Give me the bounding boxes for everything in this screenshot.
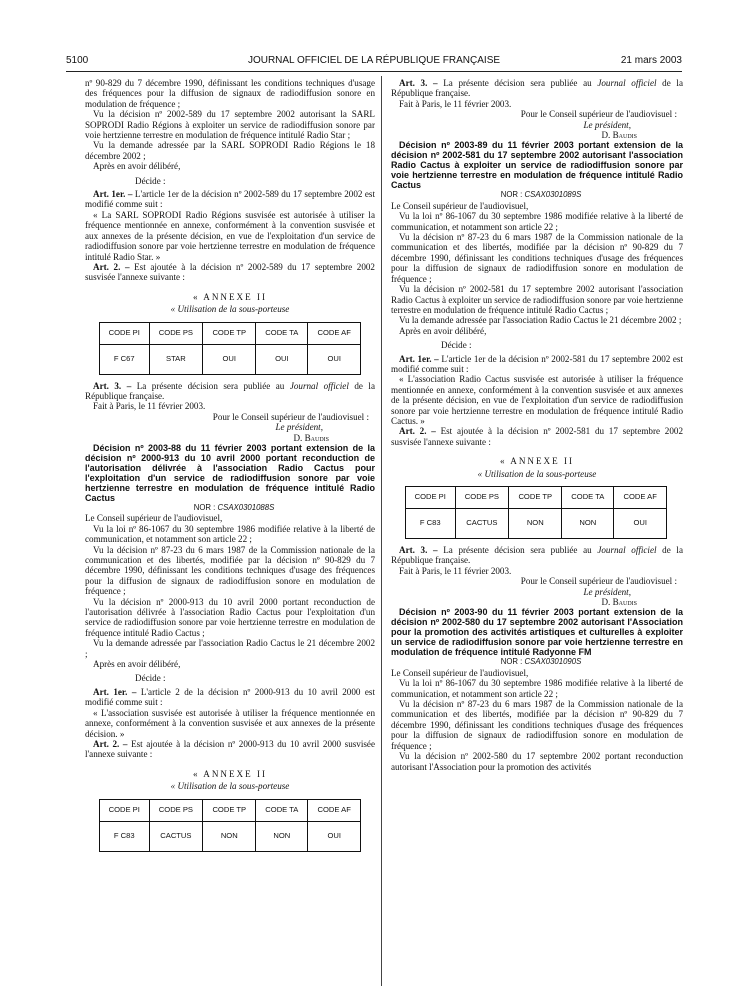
article-3 bbox=[391, 78, 683, 99]
article-1-quote: « La SARL SOPRODI Radio Régions susvisée est autorisée à utiliser la fréquence mentionnée en annexe, conformément à la convention susvisée et aux annexes de la présente décision, en vue de l'exploitation d'un service de radiodiffusion sonore par voie hertzienne terrestre en modulation de fréquence intitulé Radio Star. » bbox=[85, 209, 375, 262]
table-header: CODE PS bbox=[149, 322, 203, 344]
paragraph: Vu la loi nº 86-1067 du 30 septembre 1986 modifiée relative à la liberté de communication, et notamment son article 22 ; bbox=[391, 678, 683, 699]
nor-label: NOR : bbox=[500, 657, 525, 667]
signature-place-date: Fait à Paris, le 11 février 2003. bbox=[399, 565, 512, 576]
article-text: Est ajoutée à la décision nº 2002-581 du 17 septembre 2002 susvisée l'annexe suivante : bbox=[391, 426, 683, 447]
article-text: Est ajoutée à la décision nº 2002-589 du 17 septembre 2002 susvisée l'annexe suivante : bbox=[85, 261, 375, 283]
article-1 bbox=[391, 354, 683, 375]
paragraph: Vu la loi nº 86-1067 du 30 septembre 1986 modifiée relative à la liberté de communication, et notamment son article 22 ; bbox=[85, 523, 375, 545]
nor-code: CSAX0301089S bbox=[524, 190, 582, 200]
table-cell: OUI bbox=[308, 344, 361, 374]
paragraph: Vu la décision nº 2002-580 du 17 septembre 2002 portant reconduction autorisant l'Association pour la promotion des activités bbox=[391, 751, 683, 772]
paragraph: Après en avoir délibéré, bbox=[399, 325, 487, 336]
paragraph: Vu la demande adressée par l'association Radio Cactus le 21 décembre 2002 ; bbox=[399, 315, 682, 326]
article-text: La présente décision sera publiée au bbox=[437, 78, 598, 88]
article-text: L'article 2 de la décision nº 2000-913 du 10 avril 2000 est modifié comme suit : bbox=[85, 686, 375, 708]
table-cell: CACTUS bbox=[455, 509, 509, 539]
nor-code: CSAX0301088S bbox=[217, 502, 275, 512]
article-heading: Art. 3. – bbox=[93, 380, 132, 391]
journal-title: JOURNAL OFFICIEL DE LA RÉPUBLIQUE FRANÇAISE bbox=[247, 55, 501, 66]
decide-label: Décide : bbox=[441, 340, 472, 351]
article-heading: Art. 1er. – bbox=[93, 189, 133, 200]
annexe-title: « ANNEXE II bbox=[192, 768, 268, 779]
article-text: de la République française. bbox=[391, 78, 683, 99]
table-cell: OUI bbox=[203, 344, 256, 374]
table-row bbox=[406, 509, 667, 539]
table-cell: NON bbox=[203, 821, 256, 851]
header-rule bbox=[66, 71, 682, 72]
issue-date: 21 mars 2003 bbox=[620, 55, 682, 66]
table-row bbox=[100, 344, 361, 374]
nor-reference bbox=[391, 190, 683, 200]
paragraph: Après en avoir délibéré, bbox=[93, 659, 181, 670]
paragraph: Vu la décision nº 87-23 du 6 mars 1987 de la Commission nationale de la communication et des libertés, modifiée par la décision nº 90-829 du 7 décembre 1990, définissant les conditions techniques d'usage des fréquences pour la diffusion de signaux de radiodiffusion sonore en modulation de fréquence ; bbox=[391, 232, 683, 284]
paragraph: Vu la décision nº 2002-589 du 17 septembre 2002 autorisant la SARL SOPRODI Radio Régions à exploiter un service de radiodiffusion sonore par voie hertzienne terrestre en modulation de fréquence intitulé Radio Star ; bbox=[85, 109, 375, 141]
article-2 bbox=[85, 739, 375, 760]
paragraph: Vu la demande adressée par la SARL SOPRODI Radio Régions le 18 décembre 2002 ; bbox=[85, 140, 375, 161]
annexe-subtitle: « Utilisation de la sous-porteuse bbox=[170, 304, 290, 315]
page-header bbox=[66, 55, 682, 71]
column-divider bbox=[381, 76, 382, 986]
decide-label: Décide : bbox=[135, 673, 166, 684]
article-heading: Art. 2. – bbox=[399, 426, 436, 437]
article-3 bbox=[85, 381, 375, 402]
article-text: Est ajoutée à la décision nº 2000-913 du 10 avril 2000 susvisée l'annexe suivante : bbox=[85, 738, 375, 760]
annexe-title: « ANNEXE II bbox=[499, 456, 575, 467]
left-column bbox=[85, 78, 375, 858]
nor-label: NOR : bbox=[500, 190, 525, 200]
paragraph: Vu la décision nº 2000-913 du 10 avril 2000 portant reconduction de l'autorisation délivrée à l'association Radio Cactus pour l'exploitation d'un service de radiodiffusion sonore par voie hertzienne terrestre en modulation de fréquence intitulé Radio Cactus ; bbox=[85, 596, 375, 638]
paragraph: Vu la demande adressée par l'association Radio Cactus le 21 décembre 2002 ; bbox=[85, 638, 375, 659]
article-text: de la République française. bbox=[85, 380, 375, 401]
table-header: CODE TP bbox=[203, 322, 256, 344]
table-cell: F C67 bbox=[100, 344, 150, 374]
table-cell: NON bbox=[509, 509, 562, 539]
table-header: CODE AF bbox=[308, 799, 361, 821]
signature-role: Pour le Conseil supérieur de l'audiovisuel : bbox=[520, 109, 677, 120]
signature-title: Le président, bbox=[275, 422, 323, 433]
table-cell: OUI bbox=[308, 821, 361, 851]
article-1 bbox=[85, 687, 375, 708]
table-cell: F C83 bbox=[406, 509, 456, 539]
signature-role: Pour le Conseil supérieur de l'audiovisuel : bbox=[520, 576, 677, 587]
table-cell: NON bbox=[562, 509, 614, 539]
table-header: CODE TP bbox=[203, 799, 256, 821]
nor-code: CSAX0301090S bbox=[524, 657, 582, 667]
journal-name: Journal officiel bbox=[597, 78, 657, 88]
signature-name: D. Baudis bbox=[601, 130, 637, 141]
signature-place-date: Fait à Paris, le 11 février 2003. bbox=[399, 98, 512, 109]
nor-reference bbox=[391, 657, 683, 667]
article-heading: Art. 3. – bbox=[399, 545, 438, 555]
paragraph: Le Conseil supérieur de l'audiovisuel, bbox=[391, 200, 529, 211]
right-column bbox=[391, 78, 683, 772]
table-cell: OUI bbox=[256, 344, 308, 374]
table-header: CODE AF bbox=[308, 322, 361, 344]
decision-title: Décision nº 2003-90 du 11 février 2003 portant extension de la décision nº 2002-580 du 17 septembre 2002 autorisant l'Association pour la promotion des activités artistiques et culturelles à exploiter un service de radiodiffusion sonore par voie hertzienne terrestre en modulation de fréquence intitulé Radyonne FM bbox=[391, 607, 683, 658]
paragraph: Vu la décision nº 2002-581 du 17 septembre 2002 autorisant l'association Radio Cactus à exploiter un service de radiodiffusion sonore par voie hertzienne terrestre en modulation de fréquence intitulé Radio Cactus ; bbox=[391, 284, 683, 315]
annexe-subtitle: « Utilisation de la sous-porteuse bbox=[477, 468, 597, 479]
table-cell: CACTUS bbox=[149, 821, 203, 851]
table-cell: F C83 bbox=[100, 821, 150, 851]
table-row bbox=[100, 821, 361, 851]
table-header: CODE PI bbox=[100, 322, 150, 344]
table-header: CODE PI bbox=[406, 487, 456, 509]
signature-block bbox=[391, 576, 683, 607]
article-heading: Art. 1er. – bbox=[93, 686, 137, 697]
article-3 bbox=[391, 545, 683, 566]
table-cell: NON bbox=[256, 821, 308, 851]
paragraph: Le Conseil supérieur de l'audiovisuel, bbox=[391, 667, 529, 678]
decide-label: Décide : bbox=[135, 175, 166, 186]
article-text: La présente décision sera publiée au bbox=[131, 380, 290, 391]
table-header: CODE PS bbox=[149, 799, 203, 821]
decision-title: Décision nº 2003-89 du 11 février 2003 portant extension de la décision nº 2002-581 du 17 septembre 2002 autorisant l'association Radio Cactus à exploiter un service de radiodiffusion sonore par voie hertzienne terrestre en modulation de fréquence intitulé Radio Cactus bbox=[391, 140, 683, 191]
annexe-subtitle: « Utilisation de la sous-porteuse bbox=[170, 781, 290, 792]
subcarrier-table bbox=[99, 799, 361, 852]
paragraph: Vu la loi nº 86-1067 du 30 septembre 1986 modifiée relative à la liberté de communication, et notamment son article 22 ; bbox=[391, 211, 683, 232]
article-1-quote: « L'association susvisée est autorisée à utiliser la fréquence mentionnée en annexe, conformément à la convention susvisée et aux annexes de la présente décision. » bbox=[85, 707, 375, 739]
paragraph: Après en avoir délibéré, bbox=[93, 161, 181, 172]
signature-role: Pour le Conseil supérieur de l'audiovisuel : bbox=[212, 411, 369, 422]
subcarrier-table bbox=[405, 486, 667, 539]
table-header: CODE PS bbox=[455, 487, 509, 509]
signature-name: D. Baudis bbox=[293, 432, 329, 443]
article-text: L'article 1er de la décision nº 2002-589 du 17 septembre 2002 est modifié comme suit : bbox=[85, 189, 375, 210]
table-cell: OUI bbox=[614, 509, 667, 539]
page-number: 5100 bbox=[66, 55, 89, 66]
decision-title: Décision nº 2003-88 du 11 février 2003 portant extension de la décision nº 2000-913 du 10 avril 2000 portant reconduction de l'autorisation délivrée à l'association Radio Cactus pour l'exploitation d'un service de radiodiffusion sonore par voie hertzienne terrestre en modulation de fréquence intitulé Radio Cactus bbox=[85, 442, 375, 503]
table-header: CODE TP bbox=[509, 487, 562, 509]
article-heading: Art. 1er. – bbox=[399, 353, 439, 364]
table-header: CODE PI bbox=[100, 799, 150, 821]
journal-name: Journal officiel bbox=[289, 380, 349, 391]
table-header: CODE AF bbox=[614, 487, 667, 509]
signature-block bbox=[391, 109, 683, 140]
annexe-title: « ANNEXE II bbox=[192, 291, 268, 302]
signature-block bbox=[85, 412, 375, 443]
article-2 bbox=[391, 426, 683, 447]
paragraph: Vu la décision nº 87-23 du 6 mars 1987 de la Commission nationale de la communication et des libertés, modifiée par la décision nº 90-829 du 7 décembre 1990, définissant les conditions techniques d'usage des fréquences pour la diffusion de signaux de radiodiffusion sonore en modulation de fréquence ; bbox=[85, 544, 375, 597]
article-heading: Art. 3. – bbox=[399, 78, 438, 88]
journal-name: Journal officiel bbox=[597, 545, 657, 555]
table-cell: STAR bbox=[149, 344, 203, 374]
article-text: La présente décision sera publiée au bbox=[437, 545, 598, 555]
paragraph: Le Conseil supérieur de l'audiovisuel, bbox=[85, 513, 223, 524]
article-1-quote: « L'association Radio Cactus susvisée est autorisée à utiliser la fréquence mentionnée en annexe, conformément à la convention susvisée et aux annexes de la présente décision, en vue de l'exploitation d'un service de radiodiffusion sonore par voie hertzienne terrestre en modulation de fréquence intitulé Radio Cactus. » bbox=[391, 374, 683, 426]
table-header: CODE TA bbox=[562, 487, 614, 509]
article-1 bbox=[85, 189, 375, 210]
article-text: L'article 1er de la décision nº 2002-581 du 17 septembre 2002 est modifié comme suit : bbox=[391, 353, 683, 374]
table-header: CODE TA bbox=[256, 322, 308, 344]
article-heading: Art. 2. – bbox=[93, 261, 130, 272]
nor-label: NOR : bbox=[193, 502, 218, 512]
table-header: CODE TA bbox=[256, 799, 308, 821]
paragraph: Vu la décision nº 87-23 du 6 mars 1987 de la Commission nationale de la communication et des libertés, modifiée par la décision nº 90-829 du 7 décembre 1990, définissant les conditions techniques d'usage des fréquences pour la diffusion de signaux de radiodiffusion sonore en modulation de fréquence ; bbox=[391, 699, 683, 751]
paragraph: nº 90-829 du 7 décembre 1990, définissant les conditions techniques d'usage des fréquences pour la diffusion de signaux de radiodiffusion sonore en modulation de fréquence ; bbox=[85, 78, 375, 109]
signature-title: Le président, bbox=[583, 119, 631, 130]
article-heading: Art. 2. – bbox=[93, 738, 128, 749]
signature-title: Le président, bbox=[583, 586, 631, 597]
subcarrier-table bbox=[99, 322, 361, 375]
nor-reference bbox=[85, 503, 375, 513]
signature-place-date: Fait à Paris, le 11 février 2003. bbox=[93, 401, 206, 412]
article-2 bbox=[85, 262, 375, 283]
article-text: de la République française. bbox=[391, 545, 683, 566]
signature-name: D. Baudis bbox=[601, 597, 637, 608]
